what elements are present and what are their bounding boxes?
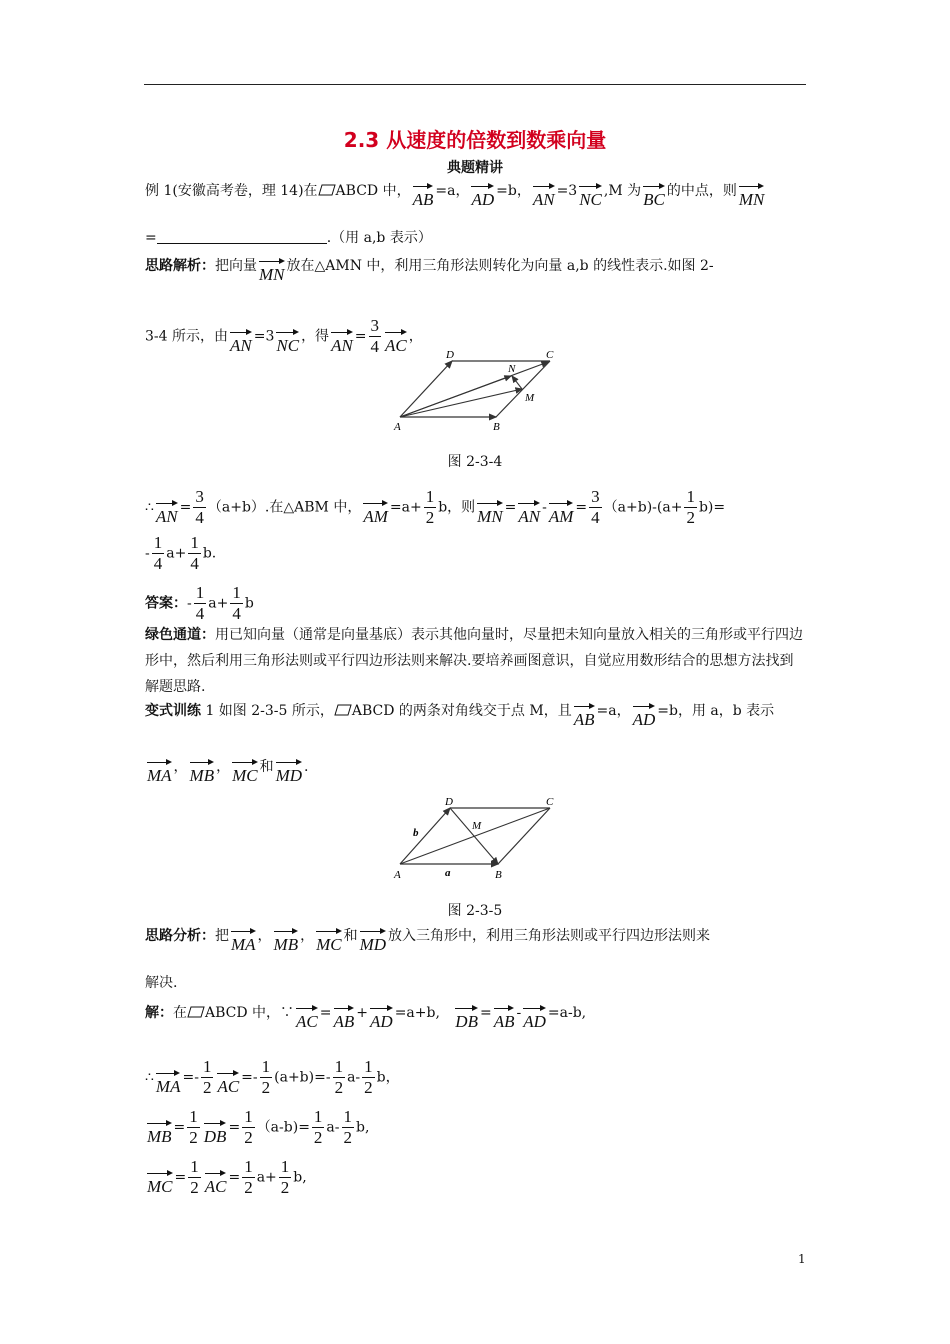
figure-caption: 图 2-3-5 (447, 903, 503, 919)
vector: AD (633, 704, 656, 730)
fraction: $\frac{1}{2}$ (280, 1157, 290, 1197)
vector: MB (190, 760, 215, 786)
vector: MA (147, 760, 172, 786)
vector: MA (231, 929, 256, 955)
fraction: $\frac{1}{2}$ (313, 1107, 323, 1147)
fraction: $\frac{1}{2}$ (190, 1157, 199, 1197)
vector: AD (523, 1006, 546, 1032)
vector: MA (156, 1071, 181, 1097)
vector: MC (232, 760, 258, 786)
fraction: $\frac{1}{2}$ (425, 487, 435, 527)
vector: AD (370, 1006, 393, 1032)
vector: AM (549, 501, 574, 527)
fraction: $\frac{1}{2}$ (189, 1107, 198, 1147)
vector: AB (494, 1006, 515, 1032)
vector: AN (533, 184, 555, 210)
solution-line-mb: MB = $\frac{1}{2}$ DB = $\frac{1}{2}$ （a-b)= $\frac{1}{2}$ a- $\frac{1}{2}$ b, (147, 1107, 370, 1147)
vector: NC (276, 330, 299, 356)
parallelogram-icon (187, 1006, 205, 1018)
vector: AN (156, 501, 178, 527)
point-label: B (495, 869, 502, 881)
vector: DB (204, 1121, 227, 1147)
variant-line-2: MA ， MB ， MC 和 MD . (147, 759, 309, 785)
vector: MC (147, 1171, 173, 1197)
calc-1-line-2: - $\frac{1}{4}$ a+ $\frac{1}{4}$ b. (145, 533, 217, 573)
point-label: C (546, 796, 554, 808)
calc-1-line-1: ∴ AN = $\frac{3}{4}$ （a+b）.在△ABM 中， AM =a+ $\frac{1}{2}$ b，则 MN = AN - AM = $\frac{3}{4}$ （a+b)-(a+ $\frac{1}{2}$ b)= (145, 487, 726, 527)
figure-caption: 图 2-3-4 (447, 454, 503, 470)
fraction: $\frac{1}{4}$ (153, 533, 163, 573)
section-subtitle: 典题精讲 (447, 160, 503, 176)
vector: DB (455, 1006, 478, 1032)
answer-line: 答案：- $\frac{1}{4}$ a+ $\frac{1}{4}$ b (145, 583, 254, 623)
vector: MD (360, 929, 386, 955)
vector-label: b (413, 827, 419, 839)
vector: AN (331, 330, 353, 356)
vector: MN (477, 501, 503, 527)
analysis-1-line-2: 3-4 所示，由 AN =3 NC ，得 AN = $\frac{3}{4}$ AC ， (145, 316, 423, 356)
green-channel-paragraph: 绿色通道：用已知向量（通常是向量基底）表示其他向量时，尽量把未知向量放入相关的三角形或平行四边形中，然后利用三角形法则或平行四边形法则来解决.要培养画图意识，自觉应用数形结合的思想方法找到解题思路. (145, 627, 803, 695)
fraction: $\frac{1}{2}$ (364, 1057, 373, 1097)
example-1-line-2: = .（用 a,b 表示） (145, 230, 432, 246)
example-1-line-1: 例 1(安徽高考卷，理 14)在 ABCD 中， AB =a， AD =b， AN =3 NC ,M 为 BC 的中点，则 MN (145, 183, 765, 209)
variant-label: 变式训练 (145, 703, 201, 719)
point-label: M (525, 392, 535, 404)
point-label: B (493, 421, 500, 433)
analysis-label: 思路解析： (145, 258, 215, 274)
vector: AB (574, 704, 595, 730)
solution-line-mc: MC = $\frac{1}{2}$ AC = $\frac{1}{2}$ a+ $\frac{1}{2}$ b, (147, 1157, 307, 1197)
variant-line-1: 变式训练 1 如图 2-3-5 所示， ABCD 的两条对角线交于点 M，且 AB =a， AD =b，用 a，b 表示 (145, 703, 775, 729)
fraction: $\frac{1}{2}$ (334, 1057, 344, 1097)
vector: MB (147, 1121, 172, 1147)
solution-label: 解： (145, 1005, 173, 1021)
point-label: D (446, 349, 454, 361)
fraction: $\frac{3}{4}$ (195, 487, 204, 527)
vector-label: a (445, 867, 451, 879)
fraction: $\frac{1}{2}$ (244, 1107, 253, 1147)
fraction: $\frac{3}{4}$ (370, 316, 380, 356)
page-number: 1 (798, 1252, 806, 1266)
fraction: $\frac{1}{4}$ (190, 533, 199, 573)
analysis-2-line-2: 解决. (145, 975, 178, 991)
vector: AC (385, 330, 407, 356)
fraction: $\frac{1}{4}$ (232, 583, 241, 623)
vector: MB (274, 929, 299, 955)
fraction: $\frac{1}{2}$ (261, 1057, 271, 1097)
vector: NC (579, 184, 602, 210)
point-label: A (394, 869, 401, 881)
vector: AB (334, 1006, 355, 1032)
header-rule (144, 84, 806, 85)
fraction: $\frac{3}{4}$ (591, 487, 600, 527)
solution-line-ma: ∴ MA =- $\frac{1}{2}$ AC =- $\frac{1}{2}$ (a+b)=- $\frac{1}{2}$ a- $\frac{1}{2}$ b， (145, 1057, 400, 1097)
vector: MN (259, 259, 285, 285)
vector: AN (230, 330, 252, 356)
parallelogram-icon (334, 704, 352, 716)
vector: AM (363, 501, 388, 527)
answer-blank[interactable] (157, 243, 327, 244)
point-label: A (394, 421, 401, 433)
vector: AC (217, 1071, 239, 1097)
analysis-2-line-1: 思路分析：把 MA ， MB ， MC 和 MD 放入三角形中，利用三角形法则或平行四边形法则来 (145, 928, 711, 954)
point-label: C (546, 349, 554, 361)
solution-line-1: 解：在 ABCD 中，∵ AC = AB + AD =a+b, DB = AB - AD =a-b, (145, 1005, 587, 1031)
vector: MD (276, 760, 302, 786)
point-label: N (508, 363, 516, 375)
fraction: $\frac{1}{2}$ (343, 1107, 352, 1147)
fraction: $\frac{1}{2}$ (244, 1157, 253, 1197)
vector: BC (643, 184, 665, 210)
fraction: $\frac{1}{2}$ (202, 1057, 212, 1097)
vector: MC (316, 929, 342, 955)
vector: AB (413, 184, 434, 210)
figure-2-3-4 (390, 345, 565, 435)
fraction: $\frac{1}{4}$ (195, 583, 205, 623)
figure-2-3-5 (390, 792, 565, 884)
page-title: 2.3 从速度的倍数到数乘向量 (343, 128, 607, 152)
analysis-1-line-1: 思路解析：把向量 MN 放在△AMN 中，利用三角形法则转化为向量 a,b 的线性表示.如图 2- (145, 258, 714, 284)
fraction: $\frac{1}{2}$ (686, 487, 695, 527)
vector: AD (471, 184, 494, 210)
answer-label: 答案： (145, 595, 187, 612)
vector: AN (518, 501, 540, 527)
point-label: D (445, 796, 453, 808)
vector: MN (739, 184, 765, 210)
vector: AC (296, 1006, 318, 1032)
parallelogram-icon (318, 184, 336, 196)
analysis-label: 思路分析： (145, 928, 215, 944)
point-label: M (472, 820, 482, 832)
green-channel-label: 绿色通道： (145, 627, 215, 643)
vector: AC (205, 1171, 227, 1197)
